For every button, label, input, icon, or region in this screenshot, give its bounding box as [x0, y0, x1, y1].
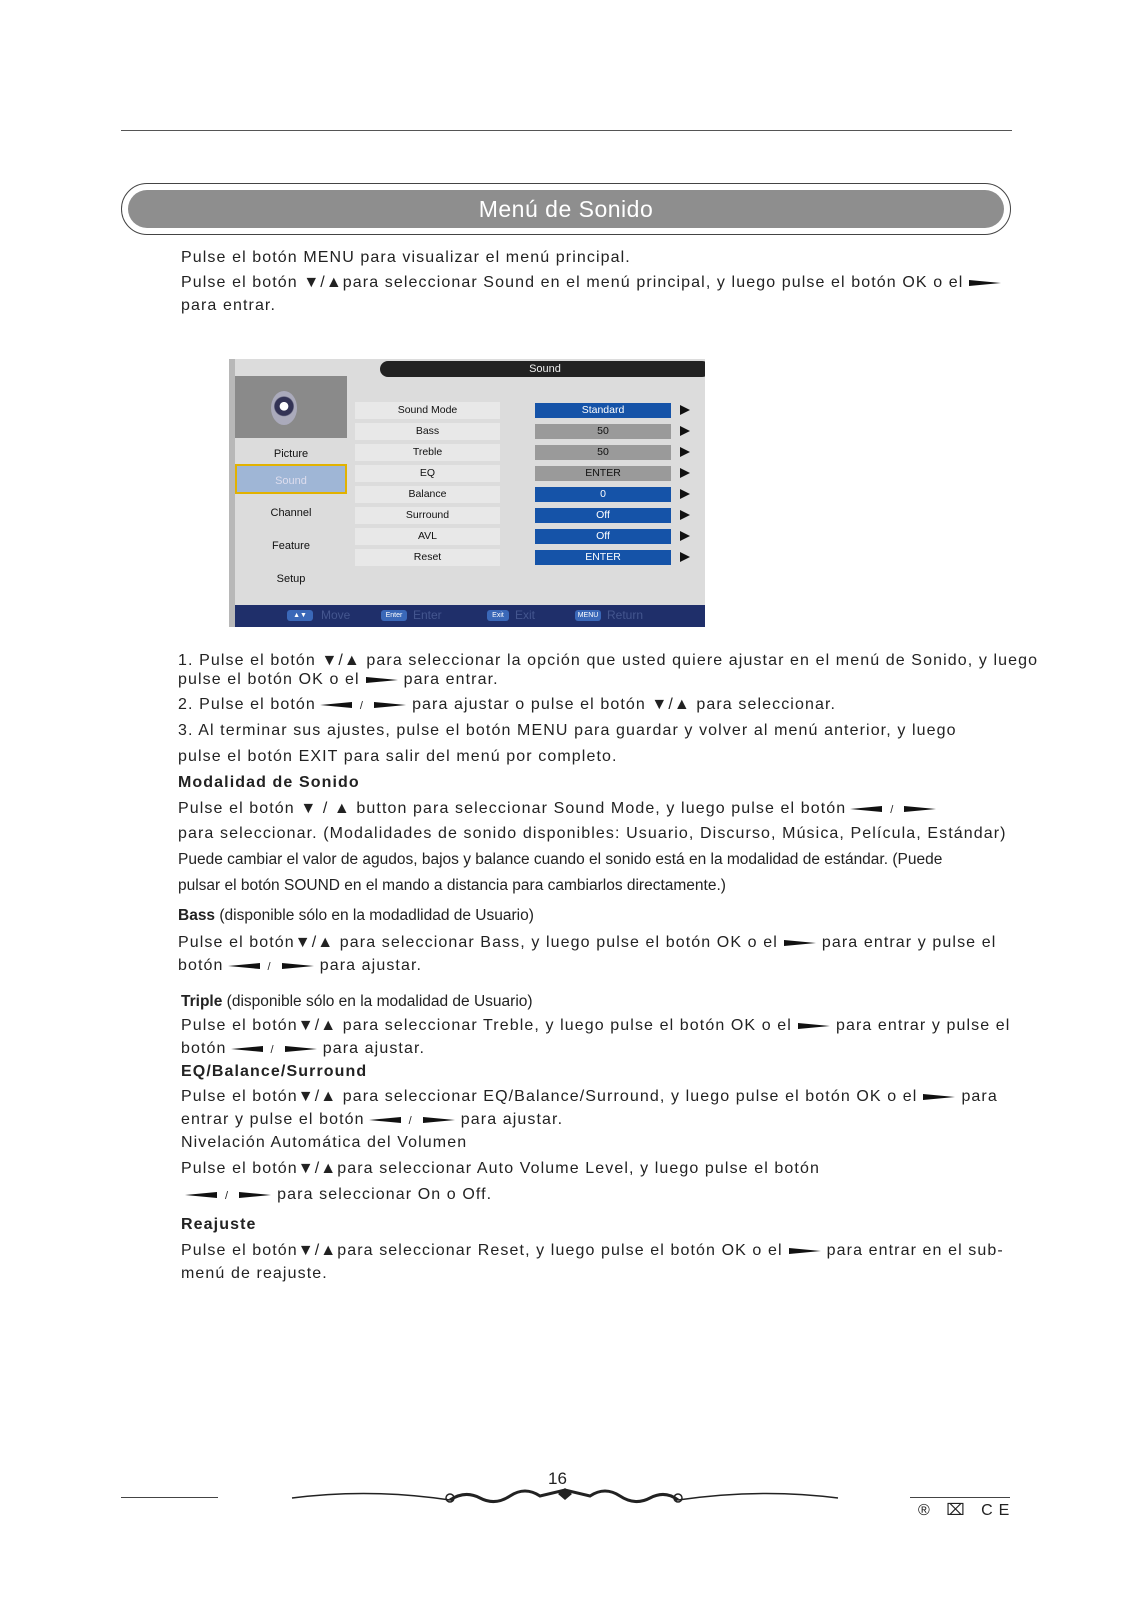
certification-marks: ® ⌧ CE [918, 1502, 1016, 1519]
tv-row-label: AVL [355, 528, 500, 545]
right-arrow-icon [969, 280, 1001, 286]
right-arrow-icon [798, 1023, 830, 1029]
step-1-text: pulse el botón OK o el [178, 671, 360, 688]
tv-row-label: Treble [355, 444, 500, 461]
tv-sidebar-item-sound: Sound [235, 464, 347, 494]
tv-menu-icon-box [235, 376, 347, 438]
tv-row-value: 50 [535, 424, 671, 439]
right-arrow-icon [239, 1192, 271, 1198]
tv-sidebar-item-setup: Setup [276, 573, 306, 585]
bass-text-2-end: para ajustar. [319, 957, 423, 974]
bass-text-2: botón [178, 957, 224, 974]
bass-text-end: para entrar y pulse el [821, 934, 997, 951]
tv-row-value: 50 [535, 445, 671, 460]
reset-heading: Reajuste [181, 1216, 257, 1233]
tv-row-label: Bass [355, 423, 500, 440]
play-arrow-icon [680, 405, 690, 415]
eq-text: Pulse el botón▼/▲ para seleccionar EQ/Balance/Surround, y luego pulse el botón OK o el [181, 1088, 918, 1105]
reset-text-end: para entrar en el sub- [826, 1242, 1004, 1259]
tv-row-label: Balance [355, 486, 500, 503]
treble-heading: Triple [181, 993, 223, 1010]
tv-bottom-bar [235, 605, 705, 627]
speaker-icon [271, 391, 297, 425]
step-3-line-2: pulse el botón EXIT para salir del menú por completo. [178, 748, 618, 765]
avl-heading: Nivelación Automática del Volumen [181, 1134, 468, 1151]
intro-line-2 [181, 273, 1007, 293]
left-arrow-icon [185, 1192, 217, 1198]
sound-mode-line-4: pulsar el botón SOUND en el mando a distancia para cambiarlos directamente.) [178, 877, 726, 894]
enter-label: Enter [413, 608, 442, 622]
tv-row-label: Surround [355, 507, 500, 524]
decorative-ornament-icon [290, 1480, 840, 1510]
avl-line-2: / para seleccionar On o Off. [181, 1185, 492, 1206]
page-title: Menú de Sonido [128, 190, 1004, 228]
treble-text-2: botón [181, 1040, 227, 1057]
treble-note: (disponible sólo en la modalidad de Usuario) [226, 993, 533, 1010]
tv-row-value: Standard [535, 403, 671, 418]
right-arrow-icon [923, 1094, 955, 1100]
footer-rule-right [910, 1497, 1010, 1498]
return-label: Return [607, 608, 644, 622]
intro-line-2-text: Pulse el botón ▼/▲para seleccionar Sound en el menú principal, y luego pulse el botón OK o el [181, 274, 964, 291]
eq-line-2: entrar y pulse el botón / para ajustar. [181, 1111, 564, 1128]
eq-text-2: entrar y pulse el botón [181, 1111, 365, 1128]
tv-row-label: Sound Mode [355, 402, 500, 419]
treble-text: Pulse el botón▼/▲ para seleccionar Treble, y luego pulse el botón OK o el [181, 1017, 792, 1034]
right-arrow-icon [904, 806, 936, 812]
exit-key-icon: Exit [487, 610, 509, 621]
avl-text-end: para seleccionar On o Off. [277, 1186, 493, 1203]
tv-row-value: ENTER [535, 466, 671, 481]
step-2-text-end: para ajustar o pulse el botón ▼/▲ para seleccionar. [412, 696, 837, 713]
eq-text-end: para [961, 1088, 998, 1105]
left-arrow-icon [228, 963, 260, 969]
step-2-text: 2. Pulse el botón [178, 696, 316, 713]
tv-row-value: Off [535, 508, 671, 523]
play-arrow-icon [680, 447, 690, 457]
intro-line-3: para entrar. [181, 297, 277, 314]
right-arrow-icon [374, 702, 406, 708]
sound-mode-text: Pulse el botón ▼ / ▲ button para seleccionar Sound Mode, y luego pulse el botón [178, 800, 847, 817]
play-arrow-icon [680, 552, 690, 562]
left-arrow-icon [369, 1117, 401, 1123]
move-key-icon: ▲▼ [287, 610, 313, 621]
sound-mode-heading: Modalidad de Sonido [178, 774, 360, 791]
menu-key-icon: MENU [575, 610, 601, 621]
step-2: 2. Pulse el botón / para ajustar o pulse el botón ▼/▲ para seleccionar. [178, 696, 837, 713]
eq-heading: EQ/Balance/Surround [181, 1063, 368, 1080]
play-arrow-icon [680, 531, 690, 541]
bass-heading-line [178, 906, 534, 926]
reset-text: Pulse el botón▼/▲para seleccionar Reset, y luego pulse el botón OK o el [181, 1242, 783, 1259]
bass-note: (disponible sólo en la modadlidad de Usuario) [219, 907, 534, 924]
tv-row-value: Off [535, 529, 671, 544]
eq-text-2-end: para ajustar. [460, 1111, 564, 1128]
treble-text-2-end: para ajustar. [322, 1040, 426, 1057]
footer-rule-left [121, 1497, 218, 1498]
play-arrow-icon [680, 489, 690, 499]
reset-line-1 [181, 1241, 1004, 1261]
tv-row-label: Reset [355, 549, 500, 566]
tv-row-value: ENTER [535, 550, 671, 565]
step-1-line-1: 1. Pulse el botón ▼/▲ para seleccionar la opción que usted quiere ajustar en el menú de Sonido, y luego [178, 652, 1039, 669]
tv-sidebar-item-picture: Picture [273, 448, 309, 460]
right-arrow-icon [789, 1248, 821, 1254]
treble-line-2: botón / para ajustar. [181, 1040, 426, 1057]
sound-mode-line-3: Puede cambiar el valor de agudos, bajos y balance cuando el sonido está en la modalidad de estándar. (Puede [178, 851, 943, 868]
step-3-line-1: 3. Al terminar sus ajustes, pulse el botón MENU para guardar y volver al menú anterior, y luego [178, 722, 957, 739]
tv-menu-header: Sound [380, 361, 705, 377]
step-1-line-2 [178, 670, 499, 690]
tv-row-label: EQ [355, 465, 500, 482]
treble-line-1 [181, 1016, 1010, 1036]
tv-sidebar-item-channel: Channel [270, 507, 312, 519]
sound-mode-line-1: Pulse el botón ▼ / ▲ button para seleccionar Sound Mode, y luego pulse el botón / [178, 799, 942, 820]
exit-label: Exit [515, 608, 536, 622]
treble-text-end: para entrar y pulse el [835, 1017, 1011, 1034]
enter-key-icon: Enter [381, 610, 407, 621]
bass-text: Pulse el botón▼/▲ para seleccionar Bass, y luego pulse el botón OK o el [178, 934, 778, 951]
right-arrow-icon [784, 940, 816, 946]
right-arrow-icon [423, 1117, 455, 1123]
tv-sidebar-item-feature: Feature [272, 540, 310, 552]
step-1-text-end: para entrar. [403, 671, 499, 688]
right-arrow-icon [285, 1046, 317, 1052]
left-arrow-icon [231, 1046, 263, 1052]
avl-line-1: Pulse el botón▼/▲para seleccionar Auto Volume Level, y luego pulse el botón [181, 1160, 820, 1177]
left-arrow-icon [850, 806, 882, 812]
play-arrow-icon [680, 510, 690, 520]
intro-line-1: Pulse el botón MENU para visualizar el menú principal. [181, 249, 631, 266]
bass-heading: Bass [178, 907, 216, 924]
right-arrow-icon [282, 963, 314, 969]
bass-line-1 [178, 933, 996, 953]
reset-line-2: menú de reajuste. [181, 1265, 328, 1282]
bass-line-2: botón / para ajustar. [178, 957, 423, 974]
section-title-band [121, 183, 1011, 235]
sound-menu-screenshot [229, 359, 705, 627]
play-arrow-icon [680, 468, 690, 478]
sound-mode-line-2: para seleccionar. (Modalidades de sonido disponibles: Usuario, Discurso, Música, Película, Estándar) [178, 825, 1007, 842]
page-number: 16 [548, 1469, 567, 1488]
tv-row-value: 0 [535, 487, 671, 502]
eq-line-1 [181, 1087, 998, 1107]
right-arrow-icon [366, 677, 398, 683]
play-arrow-icon [680, 426, 690, 436]
treble-heading-line [181, 992, 533, 1012]
move-label: Move [321, 608, 351, 622]
left-arrow-icon [320, 702, 352, 708]
top-rule [121, 130, 1012, 131]
